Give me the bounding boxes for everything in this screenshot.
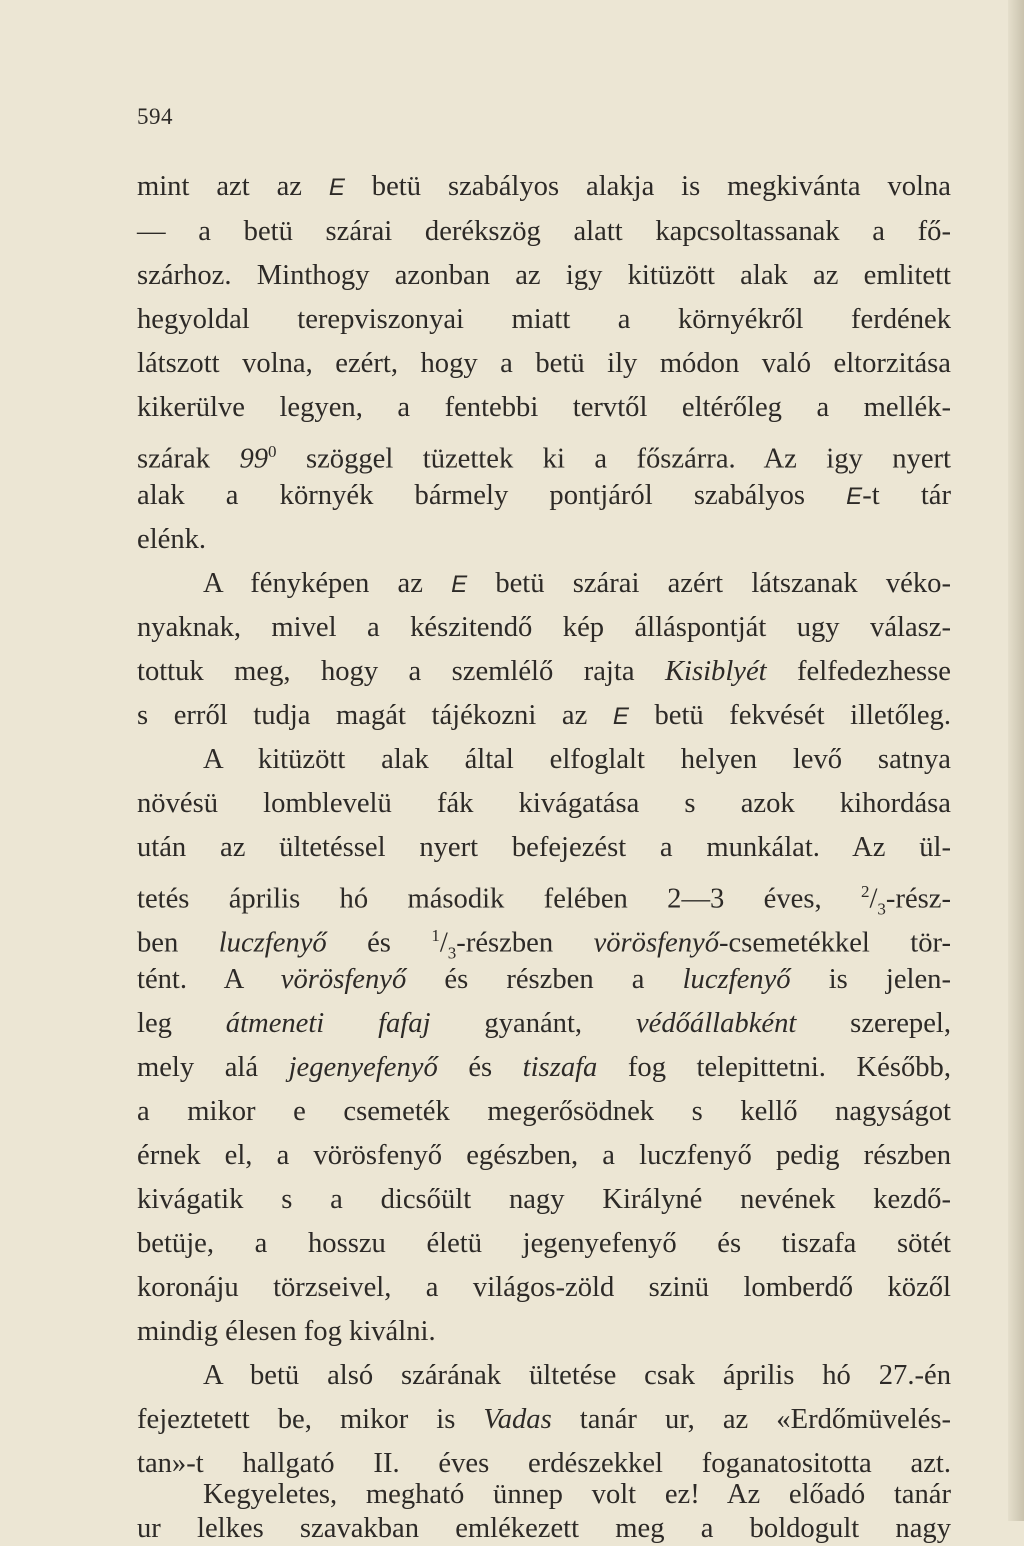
text-line-25: betüje, a hosszu életü jegenyefenyő és tiszafa sötét (137, 1228, 951, 1259)
text-line-15: növésü lomblevelü fák kivágatása s azok kihordása (137, 788, 951, 819)
text-line-21: mely alá jegenyefenyő és tiszafa fog telepittetni. Később, (137, 1052, 951, 1083)
text-line-2: — a betü szárai derékszög alatt kapcsoltassanak a fő- (137, 216, 951, 247)
text-line-26: koronáju törzseivel, a világos-zöld szinü lomberdő közől (137, 1272, 951, 1303)
text-line-16: után az ültetéssel nyert befejezést a munkálat. Az ül- (137, 832, 951, 863)
text-line-24: kivágatik s a dicsőült nagy Királyné nevének kezdő- (137, 1184, 951, 1215)
text-line-30: tan»-t hallgató II. éves erdészekkel foganatositotta azt. (137, 1448, 951, 1479)
text-line-7: szárak $99^0$ szöggel tüzettek ki a főszárra. Az igy nyert (137, 442, 951, 475)
text-line-3: szárhoz. Minthogy azonban az igy kitüzött alak az emlitett (137, 260, 951, 291)
page-number: 594 (137, 104, 173, 129)
text-line-18: ben luczfenyő és $^1/_3$-részben vörösfenyő-csemetékkel tör- (137, 926, 951, 963)
text-line-5: látszott volna, ezért, hogy a betü ily módon való eltorzitása (137, 348, 951, 379)
text-line-14: A kitüzött alak által elfoglalt helyen levő satnya (203, 744, 951, 775)
text-line-28: A betü alsó szárának ültetése csak április hó 27.-én (203, 1360, 951, 1391)
text-line-19: tént. A vörösfenyő és részben a luczfenyő is jelen- (137, 964, 951, 995)
text-line-23: érnek el, a vörösfenyő egészben, a luczfenyő pedig részben (137, 1140, 951, 1171)
text-line-10: A fényképen az E betü szárai azért látszanak véko- (203, 568, 951, 599)
text-line-13: s erről tudja magát tájékozni az E betü fekvését illetőleg. (137, 700, 951, 731)
text-line-1: mint azt az E betü szabályos alakja is megkivánta volna (137, 171, 951, 202)
text-line-8: alak a környék bármely pontjáról szabályos E-t tár (137, 480, 951, 511)
text-line-20: leg átmeneti fafaj gyanánt, védőállabként szerepel, (137, 1008, 951, 1039)
text-line-22: a mikor e csemeték megerősödnek s kellő nagyságot (137, 1096, 951, 1127)
text-line-27: mindig élesen fog kiválni. (137, 1316, 436, 1347)
text-line-32: ur lelkes szavakban emlékezett meg a boldogult nagy (137, 1513, 951, 1544)
text-line-9: elénk. (137, 524, 207, 555)
text-line-4: hegyoldal terepviszonyai miatt a környékről ferdének (137, 304, 951, 335)
text-line-31: Kegyeletes, megható ünnep volt ez! Az előadó tanár (203, 1479, 951, 1510)
text-line-11: nyaknak, mivel a készitendő kép álláspontját ugy válasz- (137, 612, 951, 643)
text-line-17: tetés április hó második felében 2—3 éves, $^2/_3-rész-$ (137, 882, 951, 919)
text-line-29: fejeztetett be, mikor is Vadas tanár ur, az «Erdőmüvelés- (137, 1404, 951, 1435)
text-line-12: tottuk meg, hogy a szemlélő rajta Kisiblyét felfedezhesse (137, 656, 951, 687)
text-line-6: kikerülve legyen, a fentebbi tervtől eltérőleg a mellék- (137, 392, 951, 423)
page-edge-shadow (1008, 0, 1024, 1521)
